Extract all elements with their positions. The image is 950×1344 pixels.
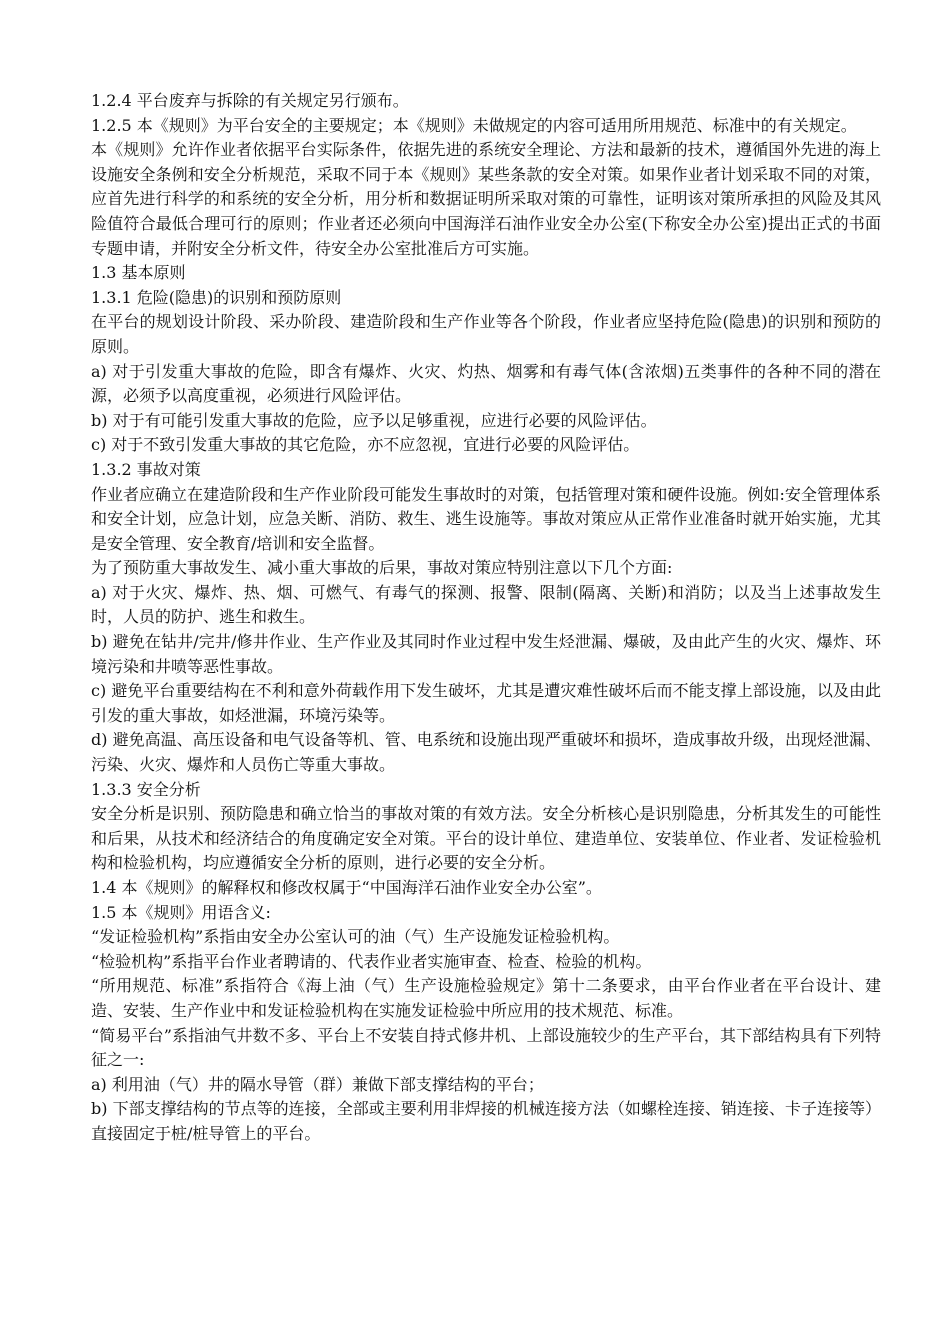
body-paragraph: 作业者应确立在建造阶段和生产作业阶段可能发生事故时的对策，包括管理对策和硬件设施。例如:安全管理体系和安全计划，应急计划，应急关断、消防、救生、逃生设施等。事故对策应从正常作业准备时就开始实施，尤其是安全管理、安全教育/培训和安全监督。 (91, 484, 881, 553)
list-item-a: a) 对于火灾、爆炸、热、烟、可燃气、有毒气的探测、报警、限制(隔离、关断)和消防；以及当上述事故发生时，人员的防护、逃生和救生。 (91, 582, 881, 627)
list-item-b: b) 避免在钻井/完井/修井作业、生产作业及其同时作业过程中发生烃泄漏、爆破，及由此产生的火灾、爆炸、环境污染和井喷等恶性事故。 (91, 632, 881, 676)
definition-item: “简易平台”系指油气井数不多、平台上不安装自持式修井机、上部设施较少的生产平台，其下部结构具有下列特征之一: (91, 1025, 881, 1070)
body-paragraph: 在平台的规划设计阶段、采办阶段、建造阶段和生产作业等各个阶段，作业者应坚持危险(隐患)的识别和预防的原则。 (91, 312, 881, 356)
document-page (91, 89, 881, 1147)
clause-1-2-4: 1.2.4 平台废弃与拆除的有关规定另行颁布。 (91, 91, 409, 110)
section-heading-1-3: 1.3 基本原则 (91, 263, 186, 283)
clause-1-4: 1.4 本《规则》的解释权和修改权属于“中国海洋石油作业安全办公室”。 (91, 878, 602, 897)
list-item-a: a) 对于引发重大事故的危险，即含有爆炸、火灾、灼热、烟雾和有毒气体(含浓烟)五类事件的各种不同的潜在源，必须予以高度重视，必须进行风险评估。 (91, 361, 881, 406)
body-paragraph: 安全分析是识别、预防隐患和确立恰当的事故对策的有效方法。安全分析核心是识别隐患，分析其发生的可能性和后果，从技术和经济结合的角度确定安全对策。平台的设计单位、建造单位、安装单位、作业者、发证检验机构和检验机构，均应遵循安全分析的原则，进行必要的安全分析。 (91, 804, 881, 873)
clause-1-2-5: 1.2.5 本《规则》为平台安全的主要规定；本《规则》未做规定的内容可适用所用规范、标准中的有关规定。 (91, 115, 857, 135)
subsection-heading-1-3-1: 1.3.1 危险(隐患)的识别和预防原则 (91, 287, 342, 307)
subsection-heading-1-3-2: 1.3.2 事故对策 (91, 459, 201, 479)
list-item-c: c) 对于不致引发重大事故的其它危险，亦不应忽视，宜进行必要的风险评估。 (91, 435, 640, 455)
body-paragraph: 本《规则》允许作业者依据平台实际条件，依据先进的系统安全理论、方法和最新的技术，遵循国外先进的海上设施安全条例和安全分析规范，采取不同于本《规则》某些条款的安全对策。如果作业者计划采取不同的对策，应首先进行科学的和系统的安全分析，用分析和数据证明所采取对策的可靠性，证明该对策所承担的风险及其风险值符合最低合理可行的原则；作业者还必须向中国海洋石油作业安全办公室(下称安全办公室)提出正式的书面专题申请，并附安全分析文件，待安全办公室批准后方可实施。 (91, 140, 881, 258)
body-paragraph: 为了预防重大事故发生、减小重大事故的后果，事故对策应特别注意以下几个方面: (91, 558, 673, 578)
definition-item: “检验机构”系指平台作业者聘请的、代表作业者实施审查、检查、检验的机构。 (91, 951, 652, 971)
subsection-heading-1-3-3: 1.3.3 安全分析 (91, 779, 201, 799)
list-item-b: b) 下部支撑结构的节点等的连接，全部或主要利用非焊接的机械连接方法（如螺栓连接、销连接、卡子连接等）直接固定于桩/桩导管上的平台。 (91, 1099, 881, 1143)
definition-item: “所用规范、标准”系指符合《海上油（气）生产设施检验规定》第十二条要求，由平台作业者在平台设计、建造、安装、生产作业中和发证检验机构在实施发证检验中所应用的技术规范、标准。 (91, 976, 881, 1020)
list-item-b: b) 对于有可能引发重大事故的危险，应予以足够重视，应进行必要的风险评估。 (91, 410, 657, 430)
definition-item: “发证检验机构”系指由安全办公室认可的油（气）生产设施发证检验机构。 (91, 927, 620, 947)
list-item-c: c) 避免平台重要结构在不利和意外荷载作用下发生破坏，尤其是遭灾难性破坏后而不能支撑上部设施，以及由此引发的重大事故，如烃泄漏，环境污染等。 (91, 681, 881, 725)
list-item-a: a) 利用油（气）井的隔水导管（群）兼做下部支撑结构的平台； (91, 1074, 544, 1094)
clause-1-5: 1.5 本《规则》用语含义: (91, 902, 271, 922)
list-item-d: d) 避免高温、高压设备和电气设备等机、管、电系统和设施出现严重破坏和损坏，造成事故升级，出现烃泄漏、污染、火灾、爆炸和人员伤亡等重大事故。 (91, 730, 881, 775)
